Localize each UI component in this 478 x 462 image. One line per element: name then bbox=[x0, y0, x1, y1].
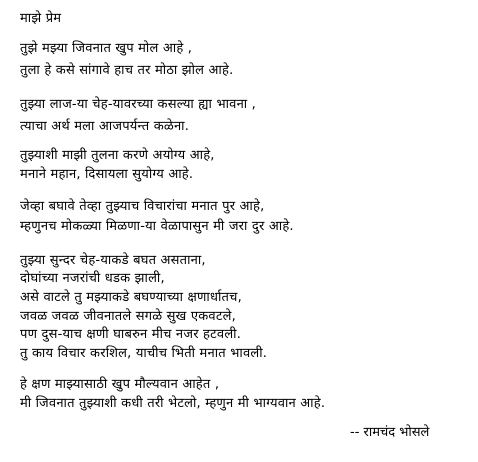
poem-line: म्हणुनच मोकळ्या मिळणा-या वेळापासुन मी जरा दुर आहे. bbox=[20, 219, 294, 234]
poem-title: माझे प्रेम bbox=[20, 11, 62, 26]
poem-line: मनाने महान, दिसायला सुयोग्य आहे. bbox=[20, 167, 194, 182]
poem-line: जवळ जवळ जीवनातले सगळे सुख एकवटले, bbox=[20, 309, 236, 324]
poem-line: त्याचा अर्थ मला आजपर्यन्त कळेना. bbox=[20, 119, 190, 134]
poem-line: तु काय विचार करशिल, याचीच भिती मनात भावली. bbox=[20, 346, 268, 361]
poem-line: पण दुस-याच क्षणी घाबरुन मीच नजर हटवली. bbox=[20, 327, 242, 342]
poem-line: तुझे मझ्या जिवनात खुप मोल आहे , bbox=[20, 41, 193, 56]
poem-line: तुझ्याशी माझी तुलना करणे अयोग्य आहे, bbox=[20, 148, 215, 163]
poem-line: असे वाटले तु मझ्याकडे बघण्याच्या क्षणार्धातच, bbox=[20, 290, 242, 305]
author-signature: -- रामचंद भोसले bbox=[350, 425, 430, 440]
poem-line: तुझ्या सुन्दर चेह-याकडे बघत असताना, bbox=[20, 253, 206, 268]
poem-line: दोघांच्या नजरांची धडक झाली, bbox=[20, 271, 165, 286]
poem-line: हे क्षण माझ्यासाठी खुप मौल्यवान आहेत , bbox=[20, 377, 220, 392]
poem-line: तुझ्या लाज-या चेह-यावरच्या कसल्या ह्या भावना , bbox=[20, 97, 257, 112]
poem-line: मी जिवनात तुझ्याशी कधी तरी भेटलो, म्हणुन मी भाग्यवान आहे. bbox=[20, 396, 326, 411]
poem-line: तुला हे कसे सांगावे हाच तर मोठा झोल आहे. bbox=[20, 63, 234, 78]
poem-line: जेव्हा बघावे तेव्हा तुझ्याच विचारांचा मनात पुर आहे, bbox=[20, 199, 265, 214]
